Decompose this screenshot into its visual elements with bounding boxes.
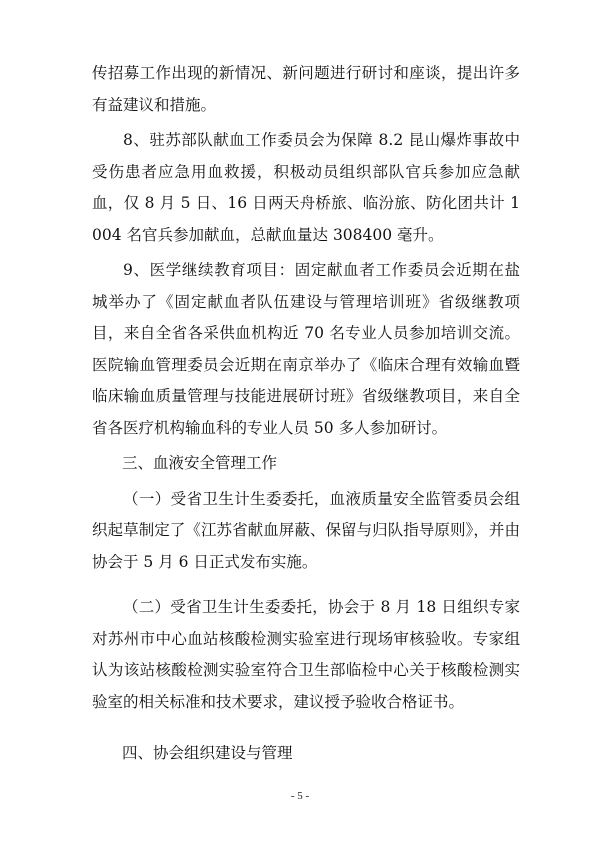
paragraph-item-8: 8、驻苏部队献血工作委员会为保障 8.2 昆山爆炸事故中受伤患者应急用血救援，积极动员组织部队官兵参加应急献血，仅 8 月 5 日、16 日两天舟桥旅、临汾旅、防化团共计 1004 名官兵参加献血，总献血量达 308400 毫升。 — [92, 131, 520, 244]
section-heading-organization: 四、协会组织建设与管理 — [122, 744, 293, 762]
page-number: - 5 - — [290, 790, 310, 802]
paragraph-subitem-1: （一）受省卫生计生委委托，血液质量安全监管委员会组织起草制定了《江苏省献血屏蔽、保留与归队指导原则》，并由协会于 5 月 6 日正式发布实施。 — [92, 489, 520, 571]
document-body — [92, 58, 520, 770]
section-heading-blood-safety: 三、血液安全管理工作 — [122, 454, 278, 472]
paragraph-subitem-2: （二）受省卫生计生委委托，协会于 8 月 18 日组织专家对苏州市中心血站核酸检测实验室进行现场审核验收。专家组认为该站核酸检测实验室符合卫生部临检中心关于核酸检测实验室的相关标准和技术要求，建议授予验收合格证书。 — [92, 598, 520, 711]
paragraph-continuation: 传招募工作出现的新情况、新问题进行研讨和座谈，提出许多有益建议和措施。 — [92, 64, 520, 114]
paragraph-item-9: 9、医学继续教育项目：固定献血者工作委员会近期在盐城举办了《固定献血者队伍建设与管理培训班》省级继教项目，来自全省各采供血机构近 70 名专业人员参加培训交流。医院输血管理委员会近期在南京举办了《临床合理有效输血暨临床输血质量管理与技能进展研讨班》省级继教项目，来自全省各医疗机构输血科的专业人员 50 多人参加研讨。 — [92, 261, 520, 437]
